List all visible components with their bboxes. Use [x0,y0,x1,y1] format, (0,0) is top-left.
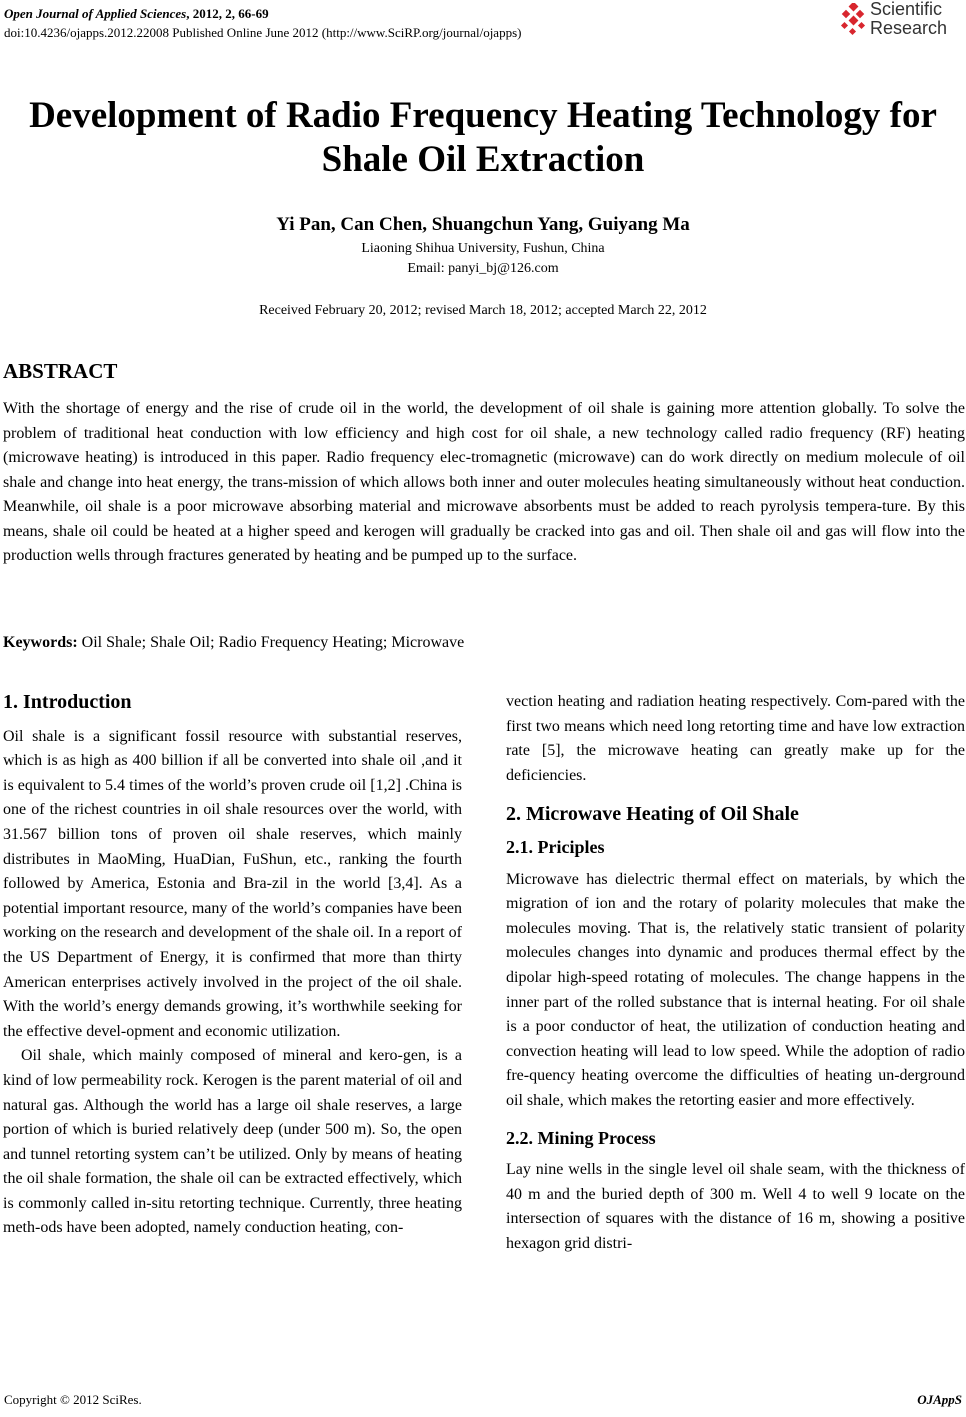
publisher-name [870,0,947,38]
title-line2: Shale Oil Extraction [321,139,645,180]
logo-line1: Scientific [870,0,943,19]
journal-citation: , 2012, 2, 66-69 [186,6,269,21]
journal-header [4,4,521,42]
principles-paragraph: Microwave has dielectric thermal effect on materials, by which the migration of ion and the rotary of polarity molecules that make the molecules moving. That is, the relatively static transient of polarity molecules changes into dynamic and produces thermal effect by the dipolar high-speed rotating of molecules. The change happens in the inner part of the rolled substance that is internal heating. For oil shale is a poor conductor of heat, the utilization of conduction heating and convection heating will lead to low speed. While the adoption of radio fre-quency heating overcome the difficulties of heating un-derground oil shale, which makes the retorting easier and more effectively. [506,870,965,1109]
right-column [506,690,965,1256]
footer-journal-abbr: OJAppS [917,1392,962,1407]
mining-process-paragraph: Lay nine wells in the single level oil shale seam, with the thickness of 40 m and the buried depth of 300 m. Well 4 to well 9 locate on the intersection of squares with the distance of 16 m, showing a positive hexagon grid distri- [506,1161,965,1252]
logo-line2: Research [870,18,948,38]
left-column [3,690,462,1241]
abstract-heading: ABSTRACT [3,359,118,383]
subsection-heading-mining-process: 2.2. Mining Process [506,1127,656,1148]
section-heading-microwave: 2. Microwave Heating of Oil Shale [506,803,799,826]
footer-copyright: Copyright © 2012 SciRes. [4,1392,142,1407]
received-dates: Received February 20, 2012; revised March 18, 2012; accepted March 22, 2012 [259,303,707,318]
section-heading-introduction: 1. Introduction [3,691,132,713]
intro-paragraph-1: Oil shale is a significant fossil resource with substantial reserves, which is as high as 400 billion if all be converted into shale oil ,and it is equivalent to 5.4 times of the world’s proven crude oil [1,2] .China is one of the richest countries in oil shale resources over the world, with 31.567 billion tons of proven oil shale reserves, which mainly distributes in MaoMing, HuaDian, FuShun, etc., ranking the fourth followed by America, Estonia and Bra-zil in the world [3,4]. As a potential important resource, many of the world’s companies have been working on the research and development of the shale oil. In a report of the US Department of Energy, it is confirmed that more than thirty American enterprises actively involved in the project of the oil shale. With the world’s energy demands growing, it’s worthwhile seeking for the effective devel-opment and economic utilization. [3,727,462,1040]
doi-line: doi:10.4236/ojapps.2012.22008 Published Online June 2012 (http://www.SciRP.org/journal/ojapps) [4,25,522,40]
publisher-logo [840,0,964,44]
email: Email: panyi_bj@126.com [407,261,559,276]
keywords-text: Oil Shale; Shale Oil; Radio Frequency Heating; Microwave [77,634,465,651]
authors: Yi Pan, Can Chen, Shuangchun Yang, Guiyang Ma [276,214,690,235]
keywords [3,634,464,652]
affiliation: Liaoning Shihua University, Fushun, China [361,241,605,256]
journal-name: Open Journal of Applied Sciences [4,6,187,21]
abstract-text: With the shortage of energy and the rise of crude oil in the world, the development of oil shale is gaining more attention globally. To solve the problem of traditional heat conduction with low efficiency and high cost for oil shale, a new technology called radio frequency (RF) heating (microwave heating) is introduced in this paper. Radio frequency elec-tromagnetic (microwave) can do work directly on medium molecule of oil shale and change into heat energy, the trans-mission of which allows both inner and outer molecules heating simultaneously without heat conduction. Meanwhile, oil shale is a poor microwave absorbing material and microwave absorbents must be added to reach pyrolysis tempera-ture. By this means, shale oil could be heated at a higher speed and kerogen will gradually be cracked into gas and oil. Then shale oil and gas will flow into the production wells through fractures generated by heating and be pumped up to the surface. [3,400,965,564]
title-line1: Development of Radio Frequency Heating Technology for [29,95,937,136]
scirp-logo-icon [840,3,868,39]
paper-title [0,94,966,182]
intro-paragraph-continued: vection heating and radiation heating respectively. Com-pared with the first two means which need long retorting time and have low extraction rate [5], the microwave heating can greatly make up for the deficiencies. [506,693,965,784]
keywords-label: Keywords: [3,634,78,651]
subsection-heading-principles: 2.1. Priciples [506,836,605,857]
intro-paragraph-2: Oil shale, which mainly composed of mineral and kero-gen, is a kind of low permeability rock. Kerogen is the parent material of oil and natural gas. Although the world has a large oil shale reserves, a large portion of which is buried relatively deep (under 500 m). So, the open and tunnel retorting system can’t be utilized. Only by means of heating the oil shale formation, the shale oil can be extracted effectively, which is commonly called in-situ retorting technique. Currently, three heating meth-ods have been adopted, namely conduction heating, con- [3,1047,462,1237]
